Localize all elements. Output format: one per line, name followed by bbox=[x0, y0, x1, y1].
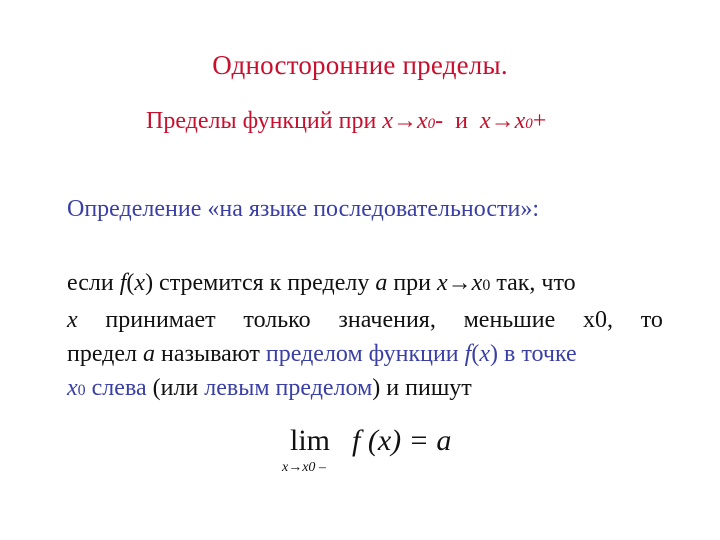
subtitle-x0-2: x bbox=[514, 108, 526, 134]
subtitle-sub2: 0 bbox=[525, 116, 533, 132]
var-x: x bbox=[437, 270, 448, 296]
var-x0: x bbox=[67, 375, 78, 401]
highlight-term: левым пределом bbox=[204, 375, 373, 401]
body-line-3 bbox=[67, 337, 663, 371]
definition-heading: Определение «на языке последовательности»: bbox=[67, 196, 540, 222]
body-line-4 bbox=[67, 371, 663, 408]
subtitle-x0-1: x bbox=[416, 108, 428, 134]
subtitle-arrow1: → bbox=[392, 108, 417, 134]
sub-zero: 0 bbox=[482, 277, 491, 294]
word: то bbox=[640, 307, 663, 333]
text: называют bbox=[155, 341, 266, 367]
word: x bbox=[67, 307, 78, 333]
var-x: x bbox=[134, 270, 146, 296]
body-line-1 bbox=[67, 266, 663, 303]
text: при bbox=[387, 270, 438, 296]
text: предел bbox=[67, 341, 144, 367]
arrow: → bbox=[447, 270, 472, 296]
text: ( bbox=[471, 341, 480, 367]
definition-body bbox=[67, 266, 663, 408]
word: x0, bbox=[582, 307, 613, 333]
var-x: x bbox=[479, 341, 490, 367]
subtitle-sign2: + bbox=[532, 108, 547, 134]
limit-expression bbox=[352, 424, 451, 458]
slide-title: Односторонние пределы. bbox=[212, 50, 508, 80]
subtitle bbox=[146, 108, 546, 135]
lim-operator: lim bbox=[290, 424, 331, 457]
word: только bbox=[243, 307, 311, 333]
var-x0: x bbox=[471, 270, 483, 296]
word: меньшие bbox=[463, 307, 556, 333]
subtitle-var2: x bbox=[479, 108, 491, 134]
text: если bbox=[67, 270, 120, 296]
subtitle-sub1: 0 bbox=[427, 116, 436, 132]
highlight-term: в точке bbox=[497, 341, 577, 367]
text: ) стремится к пределу bbox=[145, 270, 376, 296]
func-f: f bbox=[119, 270, 127, 296]
sub-zero: 0 bbox=[77, 382, 86, 399]
body-line-2 bbox=[67, 303, 663, 337]
word: принимает bbox=[105, 307, 216, 333]
text: ) и пишут bbox=[372, 375, 472, 401]
var-a: a bbox=[143, 341, 156, 367]
highlight-term: пределом функции bbox=[265, 341, 465, 367]
lim-subscript: x→x0 – bbox=[282, 460, 326, 475]
func-f: f bbox=[464, 341, 472, 367]
subtitle-sign1: - bbox=[435, 108, 444, 134]
text: так, что bbox=[490, 270, 576, 296]
highlight-term: слева bbox=[85, 375, 147, 401]
text: ) bbox=[489, 341, 498, 367]
var-a: a bbox=[375, 270, 388, 296]
subtitle-prefix: Пределы функций при bbox=[146, 108, 383, 134]
text: (или bbox=[146, 375, 205, 401]
expr-text: f (x) = a bbox=[352, 424, 452, 457]
subtitle-arrow2: → bbox=[490, 108, 515, 134]
text: ( bbox=[126, 270, 135, 296]
subtitle-var1: x bbox=[382, 108, 393, 134]
subtitle-conj: и bbox=[443, 108, 480, 134]
word: значения, bbox=[338, 307, 436, 333]
